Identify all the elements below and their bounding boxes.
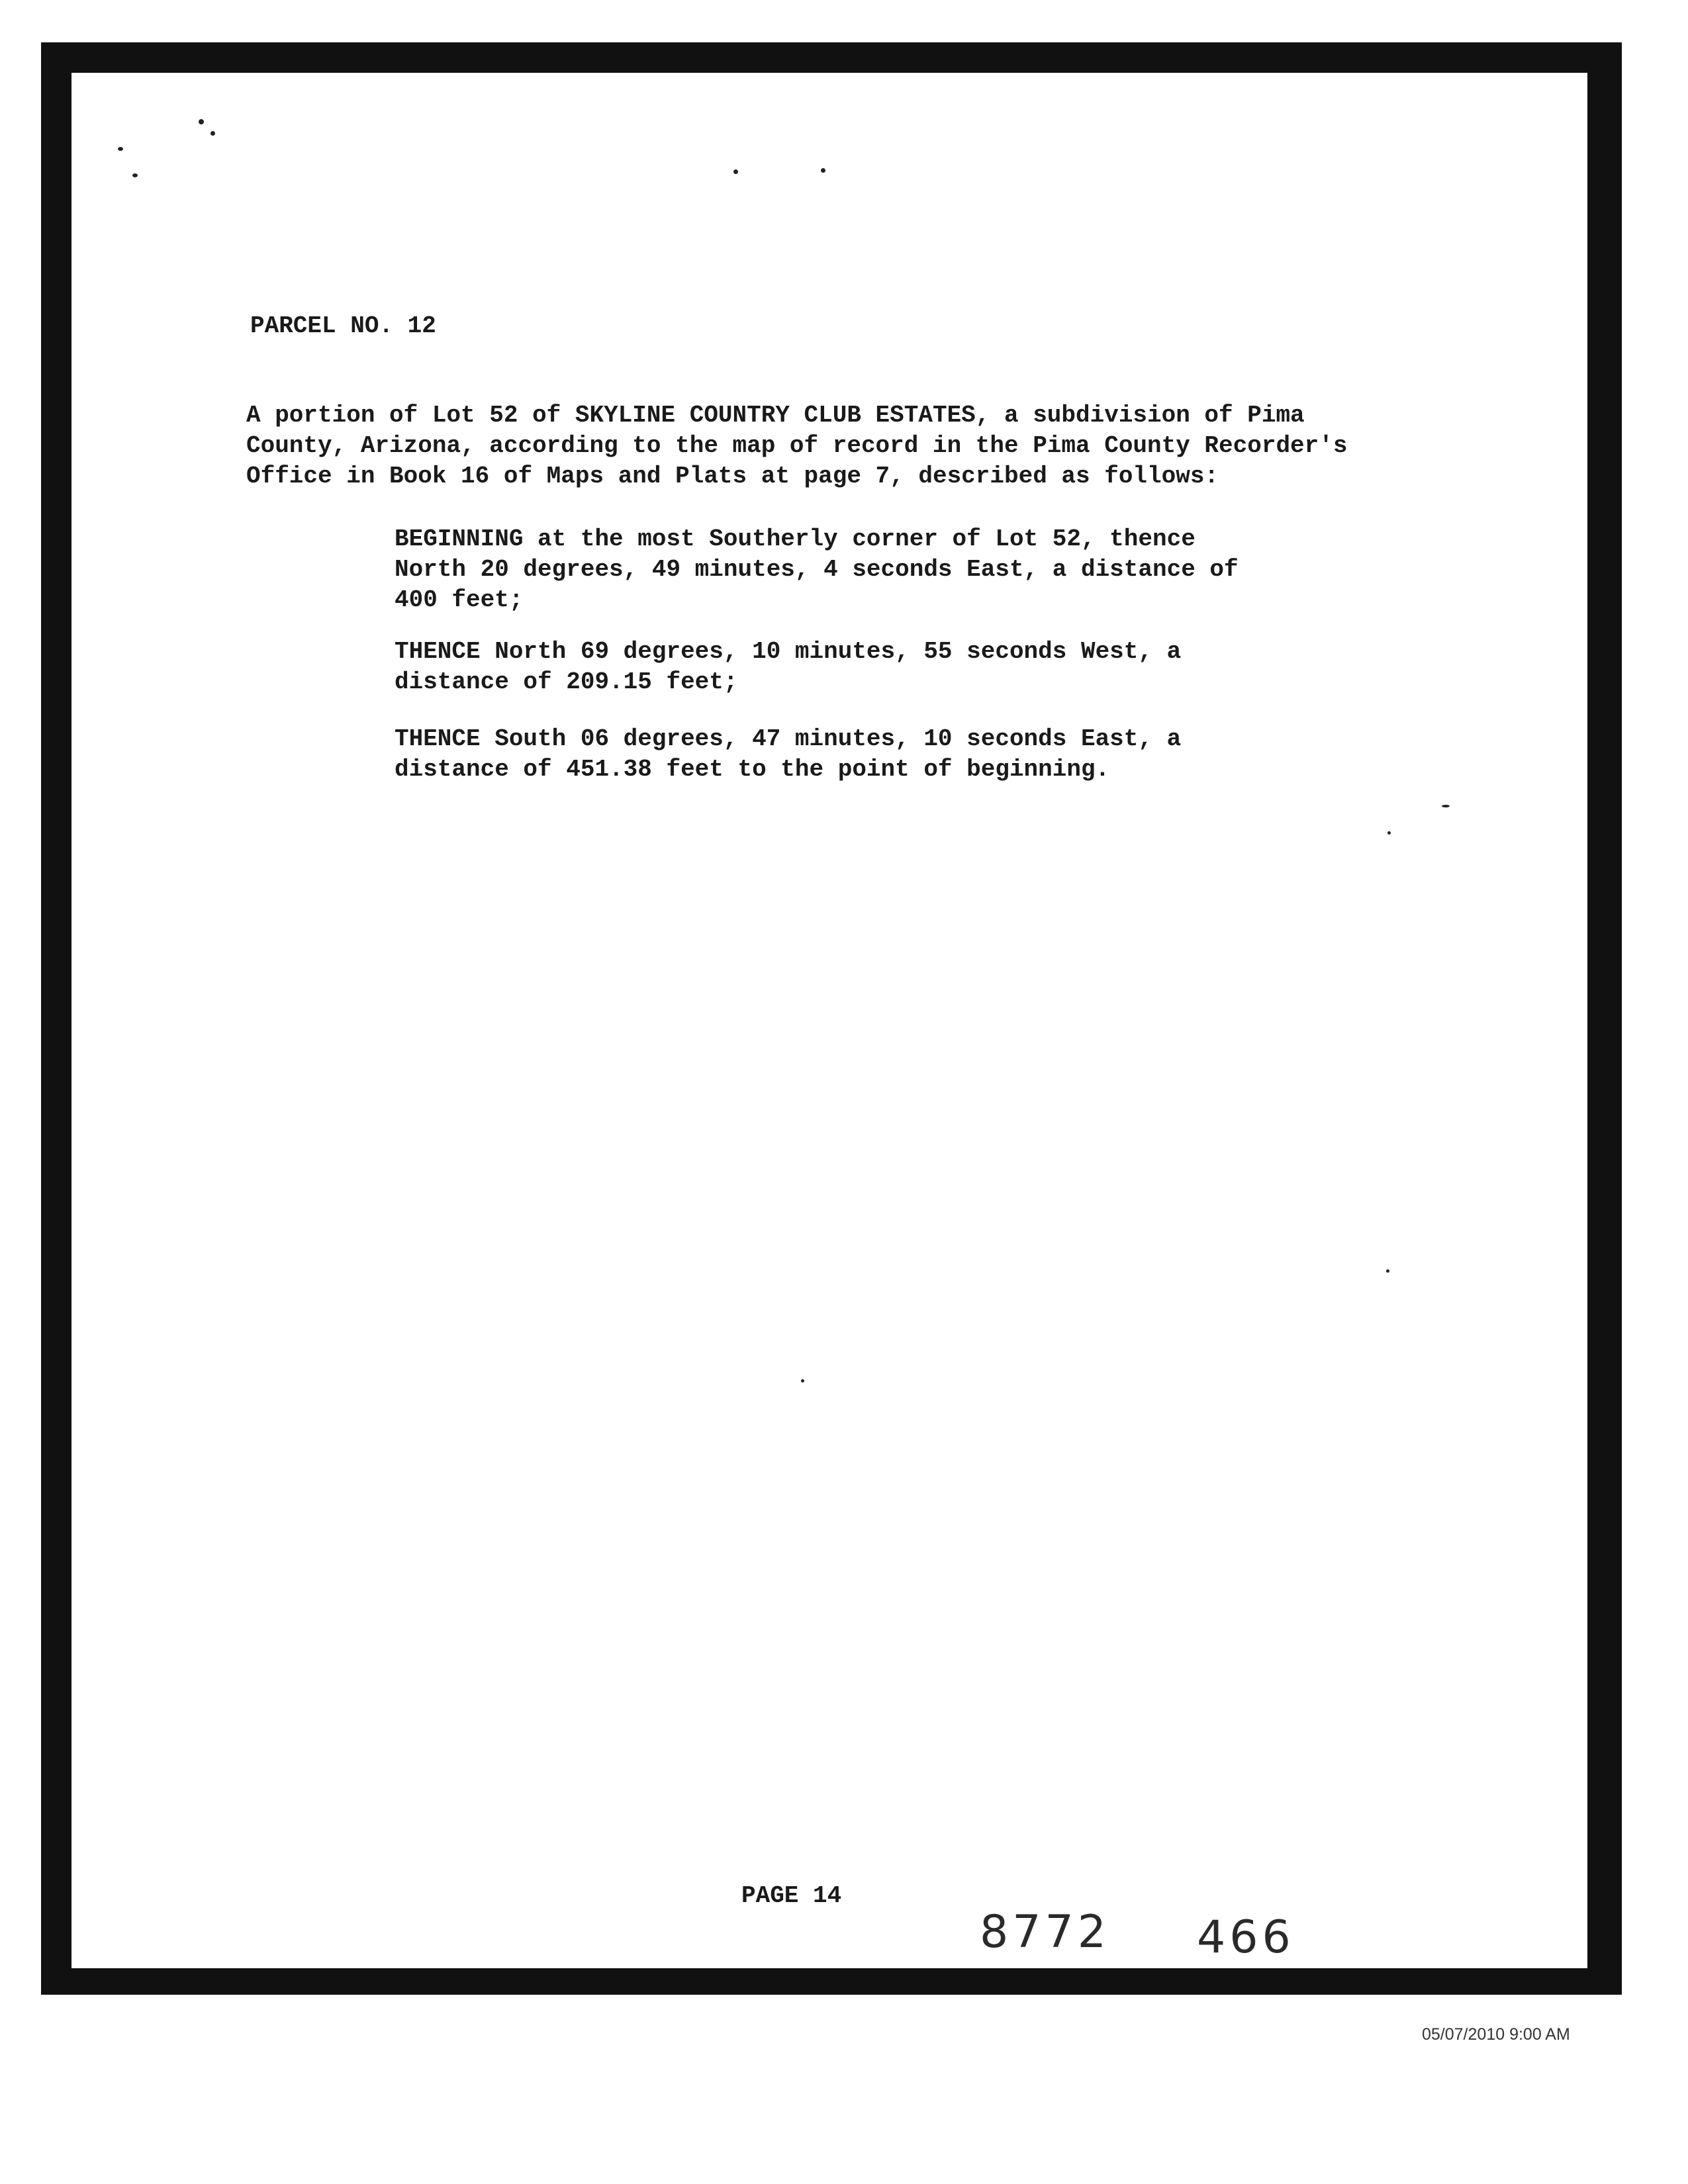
- course-beginning: BEGINNING at the most Southerly corner of Lot 52, thence North 20 degrees, 49 minutes, 4 seconds East, a distance of 400 feet;: [395, 525, 1239, 614]
- scan-speck: [199, 119, 204, 124]
- page-number: PAGE 14: [741, 1882, 842, 1909]
- scan-speck: [132, 173, 138, 177]
- scan-speck: [821, 168, 825, 173]
- intro-paragraph: A portion of Lot 52 of SKYLINE COUNTRY CLUB ESTATES, a subdivision of Pima County, Arizona, according to the map of record in the Pima County Recorder's Office in Book 16 of Maps and Plats at page 7, described as follows:: [246, 402, 1348, 490]
- scan-speck: [211, 131, 215, 136]
- scan-speck: [1386, 1269, 1389, 1273]
- scan-speck: [733, 169, 738, 174]
- scan-speck: [1442, 805, 1450, 807]
- parcel-heading: PARCEL NO. 12: [250, 312, 436, 340]
- recording-page-number: 466: [1197, 1911, 1295, 1964]
- recorded-timestamp: 05/07/2010 9:00 AM: [1422, 2025, 1570, 2044]
- recording-book-number: 8772: [980, 1906, 1111, 1958]
- scan-speck: [1387, 831, 1391, 835]
- scan-speck: [118, 147, 123, 151]
- course-thence-2: THENCE South 06 degrees, 47 minutes, 10 seconds East, a distance of 451.38 feet to the point of beginning.: [395, 725, 1182, 783]
- scan-speck: [801, 1379, 804, 1383]
- course-thence-1: THENCE North 69 degrees, 10 minutes, 55 seconds West, a distance of 209.15 feet;: [395, 638, 1182, 696]
